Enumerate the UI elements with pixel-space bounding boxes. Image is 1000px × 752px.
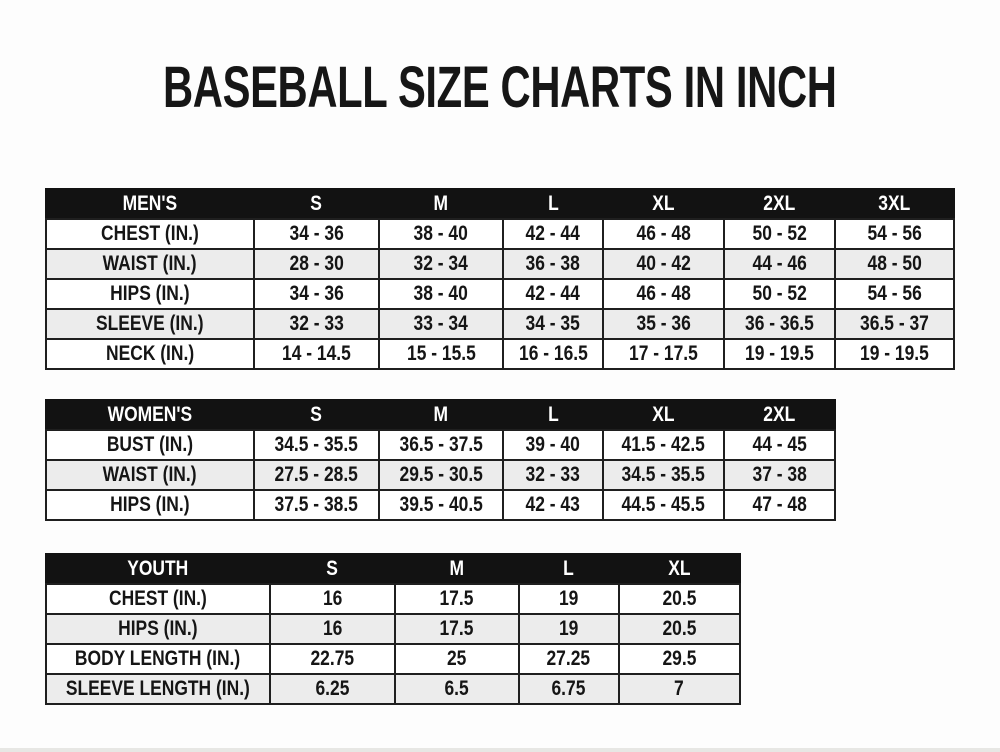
cell-text: WAIST (IN.) xyxy=(103,252,197,275)
cell-text: 15 - 15.5 xyxy=(406,342,476,365)
cell-text: 48 - 50 xyxy=(867,252,922,275)
cell-text: 34 - 36 xyxy=(289,282,344,305)
cell-text: HIPS (IN.) xyxy=(118,617,198,640)
size-value-cell xyxy=(503,309,603,339)
size-value-cell xyxy=(503,249,603,279)
cell-text: 17.5 xyxy=(439,587,474,610)
youth-size-table xyxy=(45,553,741,705)
cell-text: 19 - 19.5 xyxy=(860,342,929,365)
cell-text: 39 - 40 xyxy=(525,433,581,456)
mens-table-row xyxy=(46,219,954,249)
mens-size-col-header xyxy=(503,189,603,219)
cell-text: L xyxy=(547,403,559,426)
cell-text: CHEST (IN.) xyxy=(101,222,199,245)
size-value-cell xyxy=(379,460,503,490)
cell-text: 36.5 - 37 xyxy=(860,312,929,335)
size-value-cell xyxy=(254,430,379,460)
cell-text: 39.5 - 40.5 xyxy=(399,493,483,516)
cell-text: 50 - 52 xyxy=(752,222,807,245)
cell-text: M xyxy=(433,192,449,215)
size-value-cell xyxy=(503,339,603,369)
size-value-cell xyxy=(379,490,503,520)
cell-text: 7 xyxy=(674,677,685,700)
size-value-cell xyxy=(519,584,619,614)
mens-size-col-header xyxy=(254,189,379,219)
measurement-label-cell xyxy=(46,460,254,490)
cell-text: 6.5 xyxy=(444,677,469,700)
cell-text: M xyxy=(433,403,449,426)
cell-text: 54 - 56 xyxy=(867,222,922,245)
cell-text: NECK (IN.) xyxy=(105,342,195,365)
cell-text: 16 xyxy=(322,617,342,640)
cell-text: M xyxy=(449,557,464,580)
cell-text: L xyxy=(563,557,575,580)
measurement-label-cell xyxy=(46,219,254,249)
youth-table-row xyxy=(46,614,740,644)
cell-text: S xyxy=(310,403,323,426)
size-value-cell xyxy=(379,339,503,369)
size-value-cell xyxy=(835,219,954,249)
cell-text: BODY LENGTH (IN.) xyxy=(75,647,241,670)
cell-text: 16 xyxy=(322,587,342,610)
measurement-label-cell xyxy=(46,674,270,704)
cell-text: 34 - 36 xyxy=(289,222,344,245)
womens-size-col-header xyxy=(603,400,724,430)
size-value-cell xyxy=(603,460,724,490)
cell-text: SLEEVE LENGTH (IN.) xyxy=(65,677,250,700)
mens-header-row xyxy=(46,189,954,219)
womens-size-col-header xyxy=(254,400,379,430)
cell-text: 19 - 19.5 xyxy=(745,342,814,365)
cell-text: 35 - 36 xyxy=(636,312,691,335)
cell-text: 17 - 17.5 xyxy=(629,342,698,365)
cell-text: 19 xyxy=(558,617,579,640)
cell-text: 36 - 36.5 xyxy=(745,312,814,335)
cell-text: 3XL xyxy=(878,192,911,215)
cell-text: XL xyxy=(668,557,691,580)
size-value-cell xyxy=(519,644,619,674)
cell-text: 40 - 42 xyxy=(636,252,691,275)
size-value-cell xyxy=(724,339,835,369)
measurement-label-cell xyxy=(46,279,254,309)
size-value-cell xyxy=(395,674,519,704)
page-title xyxy=(0,56,1000,120)
cell-text: 17.5 xyxy=(439,617,474,640)
mens-table-title-cell xyxy=(46,189,254,219)
size-value-cell xyxy=(603,249,724,279)
size-value-cell xyxy=(503,279,603,309)
cell-text: MEN'S xyxy=(122,192,178,215)
womens-size-table xyxy=(45,399,836,521)
size-value-cell xyxy=(503,430,603,460)
size-value-cell xyxy=(619,614,740,644)
size-value-cell xyxy=(603,339,724,369)
cell-text: 37.5 - 38.5 xyxy=(274,493,359,516)
cell-text: 46 - 48 xyxy=(636,222,691,245)
mens-size-col-header xyxy=(724,189,835,219)
size-value-cell xyxy=(619,644,740,674)
cell-text: HIPS (IN.) xyxy=(110,282,190,305)
cell-text: CHEST (IN.) xyxy=(108,587,207,610)
womens-size-col-header xyxy=(724,400,835,430)
size-value-cell xyxy=(603,279,724,309)
youth-table-row xyxy=(46,584,740,614)
size-value-cell xyxy=(835,339,954,369)
cell-text: 29.5 xyxy=(662,647,697,670)
size-value-cell xyxy=(254,279,379,309)
measurement-label-cell xyxy=(46,309,254,339)
cell-text: 22.75 xyxy=(310,647,355,670)
cell-text: 6.75 xyxy=(551,677,586,700)
cell-text: HIPS (IN.) xyxy=(110,493,190,516)
cell-text: 34 - 35 xyxy=(525,312,581,335)
size-value-cell xyxy=(724,430,835,460)
cell-text: S xyxy=(310,192,323,215)
size-value-cell xyxy=(379,219,503,249)
size-value-cell xyxy=(270,614,395,644)
cell-text: XL xyxy=(652,403,675,426)
cell-text: 32 - 33 xyxy=(289,312,344,335)
cell-text: XL xyxy=(652,192,675,215)
cell-text: 34.5 - 35.5 xyxy=(274,433,359,456)
cell-text: 44.5 - 45.5 xyxy=(621,493,706,516)
cell-text: 2XL xyxy=(763,403,796,426)
size-value-cell xyxy=(603,219,724,249)
youth-header-row xyxy=(46,554,740,584)
size-value-cell xyxy=(379,309,503,339)
cell-text: 16 - 16.5 xyxy=(518,342,588,365)
cell-text: WAIST (IN.) xyxy=(103,463,197,486)
size-value-cell xyxy=(724,219,835,249)
cell-text: 44 - 45 xyxy=(752,433,807,456)
size-value-cell xyxy=(724,249,835,279)
size-value-cell xyxy=(724,309,835,339)
cell-text: 41.5 - 42.5 xyxy=(621,433,706,456)
womens-table-row xyxy=(46,490,835,520)
size-value-cell xyxy=(395,584,519,614)
mens-size-col-header xyxy=(835,189,954,219)
cell-text: 34.5 - 35.5 xyxy=(621,463,706,486)
size-value-cell xyxy=(503,490,603,520)
mens-table-row xyxy=(46,249,954,279)
cell-text: 37 - 38 xyxy=(752,463,807,486)
womens-table-title-cell xyxy=(46,400,254,430)
size-value-cell xyxy=(519,614,619,644)
youth-size-col-header xyxy=(619,554,740,584)
womens-table-row xyxy=(46,460,835,490)
size-value-cell xyxy=(379,279,503,309)
cell-text: 42 - 43 xyxy=(525,493,581,516)
size-value-cell xyxy=(254,490,379,520)
youth-table-row xyxy=(46,644,740,674)
cell-text: 42 - 44 xyxy=(525,222,581,245)
cell-text: 44 - 46 xyxy=(752,252,807,275)
cell-text: 6.25 xyxy=(315,677,350,700)
size-value-cell xyxy=(270,644,395,674)
mens-table-row xyxy=(46,309,954,339)
size-value-cell xyxy=(254,249,379,279)
cell-text: 54 - 56 xyxy=(867,282,922,305)
size-value-cell xyxy=(270,584,395,614)
cell-text: 33 - 34 xyxy=(413,312,469,335)
cell-text: 20.5 xyxy=(662,587,697,610)
size-value-cell xyxy=(395,644,519,674)
cell-text: 36 - 38 xyxy=(525,252,581,275)
cell-text: 25 xyxy=(446,647,467,670)
size-value-cell xyxy=(270,674,395,704)
size-value-cell xyxy=(379,249,503,279)
size-value-cell xyxy=(254,219,379,249)
cell-text: 32 - 34 xyxy=(413,252,469,275)
size-value-cell xyxy=(503,460,603,490)
measurement-label-cell xyxy=(46,614,270,644)
size-value-cell xyxy=(503,219,603,249)
size-value-cell xyxy=(519,674,619,704)
youth-table-title-cell xyxy=(46,554,270,584)
size-value-cell xyxy=(603,430,724,460)
cell-text: 28 - 30 xyxy=(289,252,344,275)
mens-table-row xyxy=(46,279,954,309)
cell-text: S xyxy=(326,557,338,580)
cell-text: 46 - 48 xyxy=(636,282,691,305)
youth-size-col-header xyxy=(270,554,395,584)
womens-table-row xyxy=(46,430,835,460)
size-value-cell xyxy=(724,460,835,490)
youth-size-col-header xyxy=(519,554,619,584)
page-title-text: BASEBALL SIZE CHARTS IN INCH xyxy=(163,55,837,120)
size-value-cell xyxy=(835,249,954,279)
measurement-label-cell xyxy=(46,584,270,614)
cell-text: L xyxy=(547,192,559,215)
cell-text: 36.5 - 37.5 xyxy=(399,433,483,456)
cell-text: 27.25 xyxy=(546,647,591,670)
cell-text: YOUTH xyxy=(127,557,189,580)
size-value-cell xyxy=(379,430,503,460)
size-value-cell xyxy=(603,309,724,339)
measurement-label-cell xyxy=(46,490,254,520)
mens-size-col-header xyxy=(379,189,503,219)
cell-text: 38 - 40 xyxy=(413,222,469,245)
size-value-cell xyxy=(619,584,740,614)
size-value-cell xyxy=(254,460,379,490)
size-value-cell xyxy=(835,309,954,339)
cell-text: 38 - 40 xyxy=(413,282,469,305)
size-value-cell xyxy=(254,339,379,369)
mens-size-col-header xyxy=(603,189,724,219)
cell-text: 19 xyxy=(558,587,579,610)
cell-text: 27.5 - 28.5 xyxy=(274,463,359,486)
measurement-label-cell xyxy=(46,430,254,460)
measurement-label-cell xyxy=(46,249,254,279)
measurement-label-cell xyxy=(46,339,254,369)
size-value-cell xyxy=(254,309,379,339)
cell-text: 32 - 33 xyxy=(525,463,581,486)
womens-header-row xyxy=(46,400,835,430)
size-value-cell xyxy=(724,279,835,309)
size-value-cell xyxy=(724,490,835,520)
youth-size-col-header xyxy=(395,554,519,584)
cell-text: WOMEN'S xyxy=(107,403,193,426)
image-bottom-edge xyxy=(0,748,1000,752)
size-value-cell xyxy=(603,490,724,520)
mens-size-table xyxy=(45,188,955,370)
cell-text: SLEEVE (IN.) xyxy=(96,312,204,335)
womens-size-col-header xyxy=(503,400,603,430)
size-value-cell xyxy=(835,279,954,309)
cell-text: 42 - 44 xyxy=(525,282,581,305)
cell-text: 47 - 48 xyxy=(752,493,807,516)
womens-size-col-header xyxy=(379,400,503,430)
youth-table-row xyxy=(46,674,740,704)
cell-text: 29.5 - 30.5 xyxy=(399,463,483,486)
cell-text: 14 - 14.5 xyxy=(282,342,351,365)
size-value-cell xyxy=(395,614,519,644)
cell-text: 20.5 xyxy=(662,617,697,640)
measurement-label-cell xyxy=(46,644,270,674)
cell-text: 50 - 52 xyxy=(752,282,807,305)
cell-text: BUST (IN.) xyxy=(106,433,194,456)
size-value-cell xyxy=(619,674,740,704)
mens-table-row xyxy=(46,339,954,369)
cell-text: 2XL xyxy=(763,192,796,215)
